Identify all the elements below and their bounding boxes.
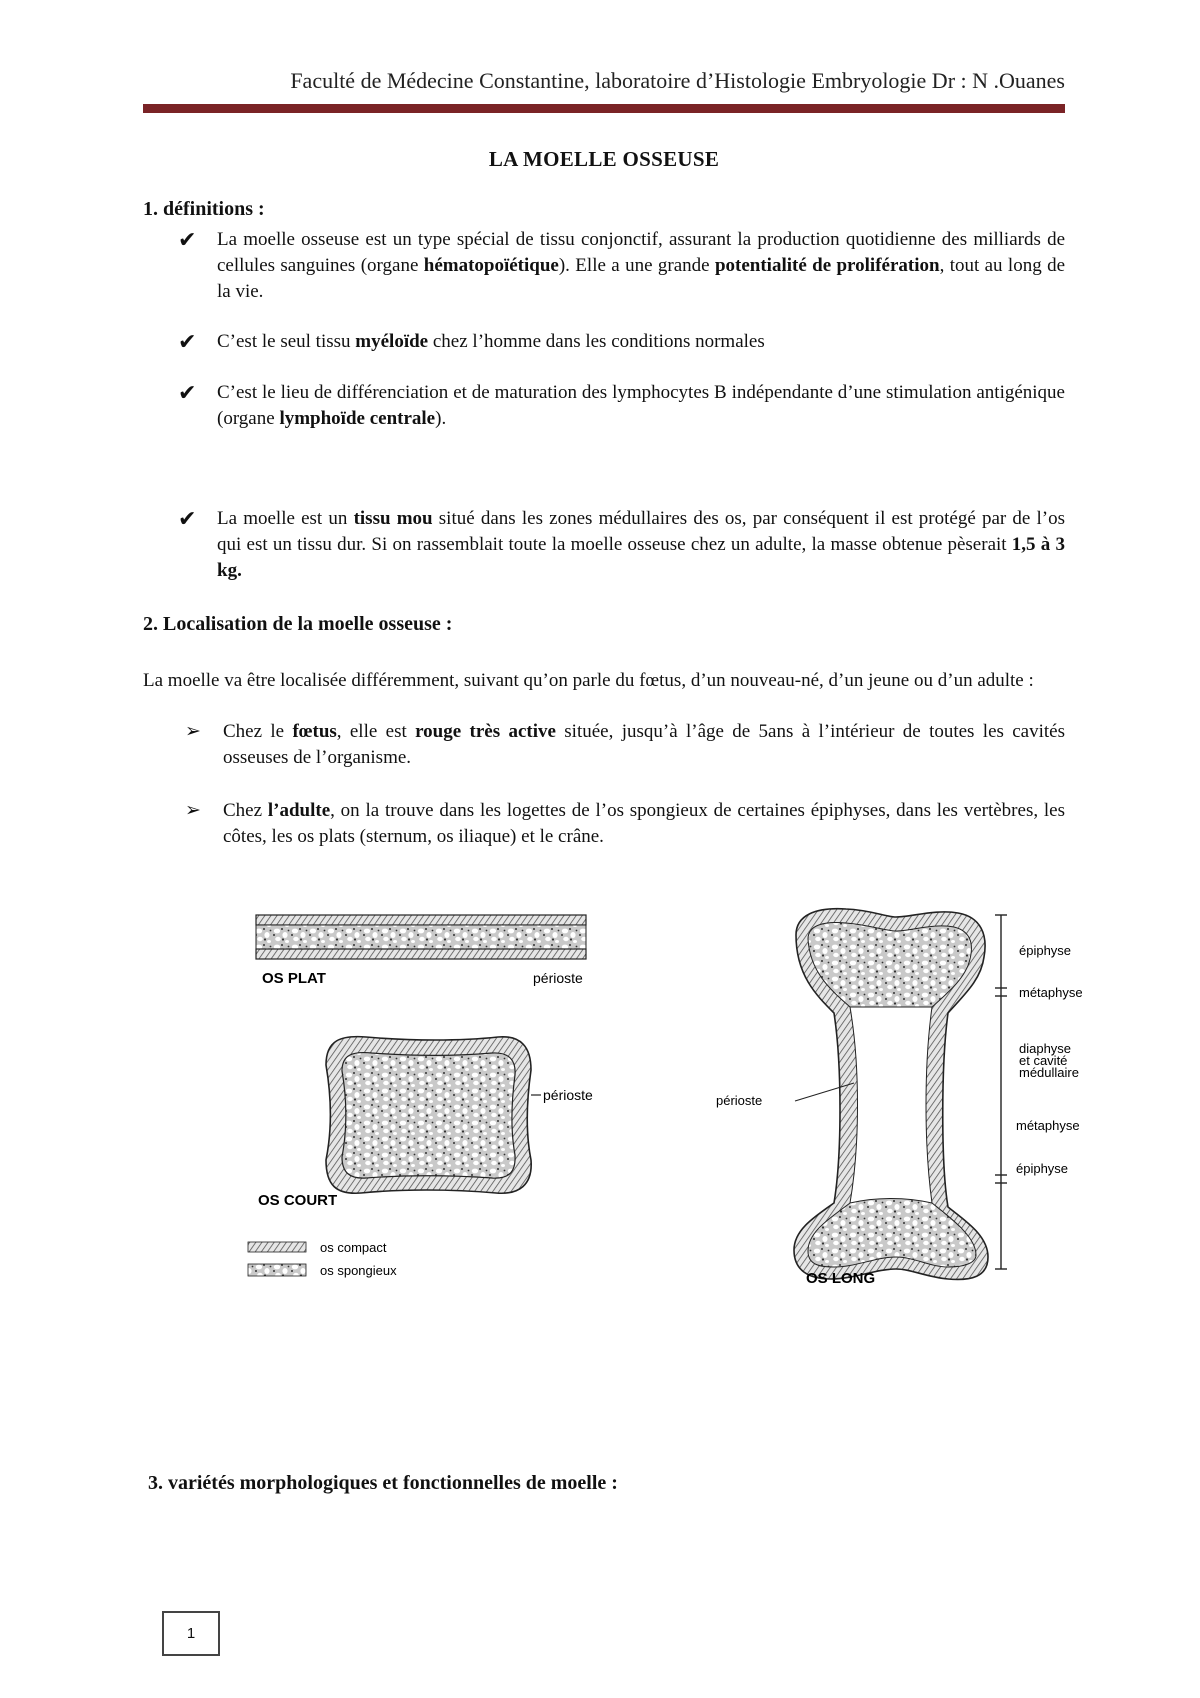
diaphysis-label-line2: et cavité	[1019, 1053, 1068, 1068]
periosteum-label-long: périoste	[716, 1093, 763, 1108]
localisation-text-2: Chez l’adulte, on la trouve dans les logettes de l’os spongieux de certaines épiphyses, dans les vertèbres, les côtes, les os plats (sternum, os iliaque) et le crâne.	[223, 800, 1065, 847]
definition-item-1	[178, 227, 1065, 305]
diaphysis-label-line3: médullaire	[1019, 1065, 1079, 1080]
metaphysis-bottom-label: métaphyse	[1016, 1118, 1080, 1133]
localisation-item-1	[185, 719, 1065, 771]
page-number: 1	[162, 1611, 220, 1656]
epiphysis-top-label: épiphyse	[1019, 943, 1072, 958]
metaphysis-top-label: métaphyse	[1019, 985, 1083, 1000]
legend-spongy-label: os spongieux	[320, 1263, 397, 1278]
section3-heading: 3. variétés morphologiques et fonctionnelles de moelle :	[148, 1472, 618, 1494]
long-bone-label: OS LONG	[806, 1270, 876, 1285]
section2-intro: La moelle va être localisée différemment, suivant qu’on parle du fœtus, d’un nouveau-né, d’un jeune ou d’un adulte :	[143, 670, 1034, 691]
bone-types-figure	[236, 895, 1136, 1285]
arrowhead-icon: ➢	[185, 721, 201, 742]
long-bone-diagram	[716, 909, 1083, 1285]
legend-compact-swatch	[248, 1242, 306, 1252]
check-mark-icon: ✔	[178, 506, 197, 531]
definition-text-4: La moelle est un tissu mou situé dans les zones médullaires des os, par conséquent il est protégé par de l’os qui est un tissu dur. Si on rassemblait toute la moelle osseuse chez un adulte, la masse obtenue pèserait 1,5 à 3 kg.	[217, 508, 1066, 581]
definition-text-1: La moelle osseuse est un type spécial de tissu conjonctif, assurant la production quotidienne des milliards de cellules sanguines (organe hématopoïétique). Elle a une grande potentialité de prolifération, tout au long de la vie.	[217, 229, 1066, 302]
diaphysis-label-line1: diaphyse	[1019, 1041, 1072, 1056]
section2-heading: 2. Localisation de la moelle osseuse :	[143, 613, 453, 635]
check-mark-icon: ✔	[178, 227, 197, 252]
periosteum-label-short: périoste	[543, 1087, 593, 1103]
check-mark-icon: ✔	[178, 329, 197, 354]
periosteum-label-flat: périoste	[533, 970, 583, 986]
legend	[248, 1240, 397, 1278]
flat-bone-label: OS PLAT	[262, 970, 326, 987]
definition-text-3: C’est le lieu de différenciation et de maturation des lymphocytes B indépendante d’une stimulation antigénique (organe lymphoïde centrale).	[217, 382, 1065, 429]
definition-item-3	[178, 380, 1065, 432]
arrowhead-icon: ➢	[185, 800, 201, 821]
page-header: Faculté de Médecine Constantine, laboratoire d’Histologie Embryologie Dr : N .Ouanes	[290, 68, 1065, 93]
epiphysis-bottom-label: épiphyse	[1016, 1161, 1069, 1176]
definition-item-2	[178, 329, 1065, 355]
check-mark-icon: ✔	[178, 380, 197, 405]
short-bone-label: OS COURT	[258, 1192, 338, 1209]
short-bone-diagram	[258, 1037, 593, 1209]
localisation-item-2	[185, 798, 1065, 850]
legend-compact-label: os compact	[320, 1240, 387, 1255]
document-title: LA MOELLE OSSEUSE	[488, 147, 720, 171]
legend-spongy-swatch	[248, 1264, 306, 1276]
flat-bone-diagram	[256, 915, 586, 987]
localisation-text-1: Chez le fœtus, elle est rouge très active située, jusqu’à l’âge de 5ans à l’intérieur de toutes les cavités osseuses de l’organisme.	[223, 721, 1065, 768]
definition-item-4	[178, 506, 1065, 584]
header-rule	[143, 104, 1065, 113]
definition-text-2: C’est le seul tissu myéloïde chez l’homme dans les conditions normales	[217, 331, 765, 352]
section1-heading: 1. définitions :	[143, 198, 265, 220]
